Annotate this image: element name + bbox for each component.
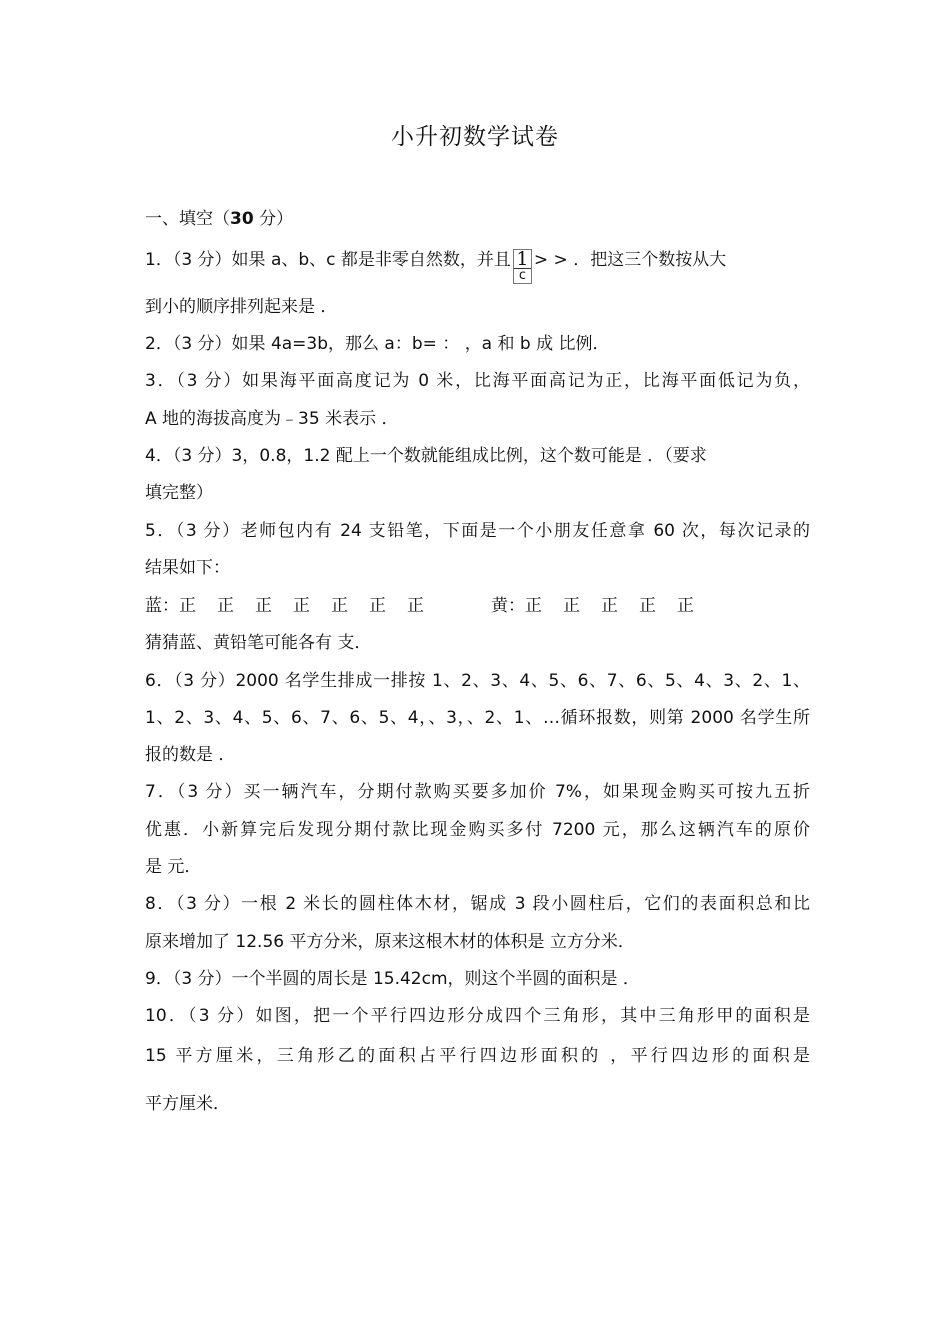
question-6-line-2: 1、2、3、4、5、6、7、6、5、4，、3，、2、1、…循环报数，则第 2000 名学生所	[145, 708, 810, 728]
question-1-text: 1．（3 分）如果 a、b、c 都是非零自然数，并且	[145, 250, 511, 270]
question-6-line-3: 报的数是 ．	[145, 745, 236, 765]
question-1-text-cont: > > ．把这三个数按从大	[533, 250, 727, 270]
blue-tally-mark: 正	[217, 596, 234, 616]
question-4-line-2: 填完整）	[145, 483, 213, 503]
section-heading-post: 分）	[253, 209, 294, 229]
question-3-line-2: A 地的海拔高度为﹣35 米表示 ．	[145, 409, 399, 429]
yellow-tally-mark: 正	[601, 596, 618, 616]
question-2-line-1: 2．（3 分）如果 4a=3b，那么 a：b= ： ，a 和 b 成 比例．	[145, 334, 610, 354]
question-1-line-1	[145, 248, 810, 284]
section-heading-pre: 一、填空（	[145, 209, 230, 229]
yellow-tally-mark: 正	[525, 596, 542, 616]
section-heading-score: 30	[230, 209, 254, 229]
yellow-tally-mark: 正	[563, 596, 580, 616]
question-10-line-2: 15 平方厘米，三角形乙的面积占平行四边形面积的 ，平行四边形的面积是	[145, 1046, 810, 1066]
question-7-line-2: 优惠．小新算完后发现分期付款比现金购买多付 7200 元，那么这辆汽车的原价	[145, 820, 810, 840]
blue-tally-mark: 正	[369, 596, 386, 616]
question-8-line-2: 原来增加了 12.56 平方分米，原来这根木材的体积是 立方分米．	[145, 932, 635, 952]
question-5-line-1: 5．（3 分）老师包内有 24 支铅笔，下面是一个小朋友任意拿 60 次，每次记录的	[145, 521, 810, 541]
blue-tally-mark: 正	[255, 596, 272, 616]
tally-row	[145, 594, 810, 618]
question-7-line-1: 7．（3 分）买一辆汽车，分期付款购买要多加价 7%，如果现金购买可按九五折	[145, 782, 810, 802]
question-10-line-1: 10．（3 分）如图，把一个平行四边形分成四个三角形，其中三角形甲的面积是	[145, 1006, 810, 1026]
question-5-line-2: 结果如下：	[145, 558, 230, 578]
blue-tally-mark: 正	[293, 596, 310, 616]
blue-tally-mark: 正	[331, 596, 348, 616]
section-heading	[145, 207, 810, 231]
yellow-tally-mark: 正	[639, 596, 656, 616]
yellow-label: 黄：	[491, 596, 525, 616]
exam-title: 小升初数学试卷	[391, 124, 559, 150]
fraction-numerator: 1	[514, 250, 531, 269]
question-4-line-1: 4．（3 分）3，0.8，1.2 配上一个数就能组成比例，这个数可能是 ．（要求	[145, 446, 707, 466]
fraction-1-over-c	[513, 249, 532, 284]
question-7-line-3: 是 元．	[145, 857, 202, 877]
yellow-tally-mark: 正	[677, 596, 694, 616]
question-9-line-1: 9．（3 分）一个半圆的周长是 15.42cm，则这个半圆的面积是 ．	[145, 969, 640, 989]
question-1-line-2: 到小的顺序排列起来是 ．	[145, 297, 338, 317]
blue-tally-mark: 正	[407, 596, 424, 616]
blue-label: 蓝：	[145, 596, 179, 616]
question-5-line-4: 猜猜蓝、黄铅笔可能各有 支．	[145, 633, 372, 653]
blue-tally-mark: 正	[179, 596, 196, 616]
question-6-line-1: 6．（3 分）2000 名学生排成一排按 1、2、3、4、5、6、7、6、5、4、3、2、1、	[145, 671, 810, 691]
question-8-line-1: 8．（3 分）一根 2 米长的圆柱体木材，锯成 3 段小圆柱后，它们的表面积总和比	[145, 894, 810, 914]
question-3-line-1: 3．（3 分）如果海平面高度记为 0 米，比海平面高记为正，比海平面低记为负，	[145, 371, 810, 391]
question-10-line-3: 平方厘米．	[145, 1094, 230, 1114]
fraction-denominator: c	[518, 268, 526, 283]
